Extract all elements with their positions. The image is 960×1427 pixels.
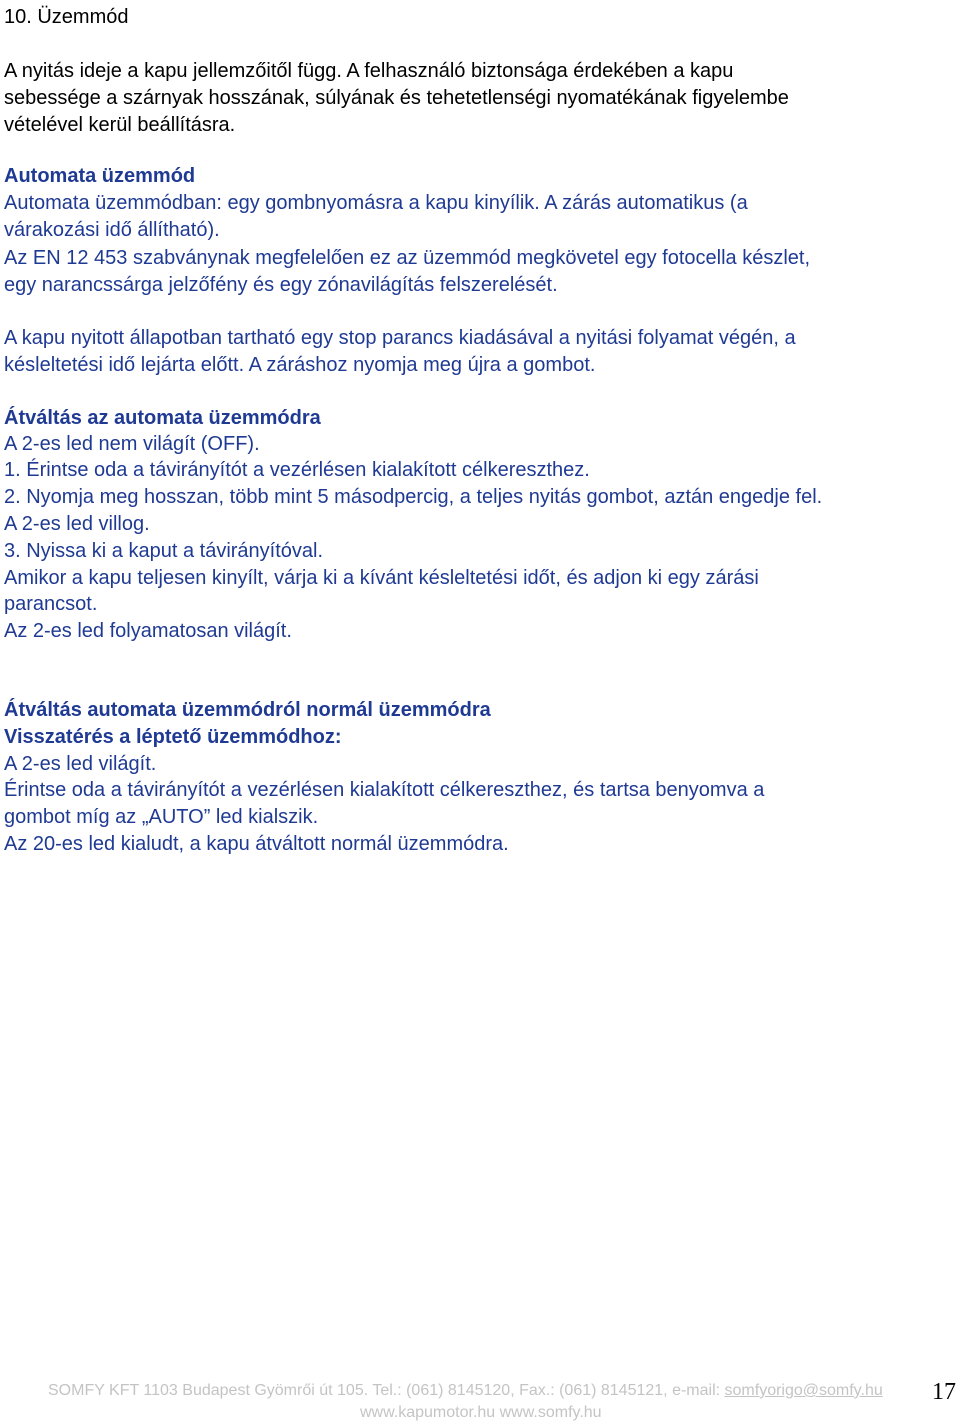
switch-to-auto-line-5: 3. Nyissa ki a kaput a távirányítóval. — [4, 540, 324, 562]
stop-para-line-1: A kapu nyitott állapotban tartható egy stop parancs kiadásával a nyitási folyamat végén, a — [4, 327, 796, 349]
switch-to-auto-line-8: Az 2-es led folyamatosan világít. — [4, 620, 292, 642]
auto-mode-heading: Automata üzemmód — [4, 165, 196, 187]
switch-to-normal-line-3: gombot míg az „AUTO” led kialszik. — [4, 806, 319, 828]
switch-to-auto-heading: Átváltás az automata üzemmódra — [4, 407, 321, 429]
auto-mode-line-2: várakozási idő állítható). — [4, 219, 220, 241]
switch-to-auto-line-4: A 2-es led villog. — [4, 513, 150, 535]
return-to-step-mode-heading: Visszatérés a léptető üzemmódhoz: — [4, 726, 342, 748]
switch-to-normal-line-4: Az 20-es led kialudt, a kapu átváltott normál üzemmódra. — [4, 833, 509, 855]
switch-to-auto-line-1: A 2-es led nem világít (OFF). — [4, 433, 260, 455]
switch-to-auto-line-6: Amikor a kapu teljesen kinyílt, várja ki a kívánt késleltetési időt, és adjon ki egy zárási — [4, 567, 759, 589]
switch-to-normal-line-2: Érintse oda a távirányítót a vezérlésen kialakított célkereszthez, és tartsa benyomva a — [4, 779, 765, 801]
section-title: 10. Üzemmód — [4, 6, 129, 28]
footer-websites[interactable]: www.kapumotor.hu www.somfy.hu — [360, 1404, 602, 1421]
page-number: 17 — [932, 1379, 956, 1405]
auto-mode-line-4: egy narancssárga jelzőfény és egy zónavilágítás felszerelését. — [4, 274, 558, 296]
footer-email-link[interactable]: somfyorigo@somfy.hu — [724, 1382, 883, 1399]
stop-para-line-2: késleltetési idő lejárta előtt. A záráshoz nyomja meg újra a gombot. — [4, 354, 596, 376]
switch-to-auto-line-3: 2. Nyomja meg hosszan, több mint 5 másodpercig, a teljes nyitás gombot, aztán engedje fel. — [4, 486, 823, 508]
switch-to-auto-line-2: 1. Érintse oda a távirányítót a vezérlésen kialakított célkereszthez. — [4, 459, 590, 481]
auto-mode-line-1: Automata üzemmódban: egy gombnyomásra a kapu kinyílik. A zárás automatikus (a — [4, 192, 748, 214]
switch-to-auto-line-7: parancsot. — [4, 593, 98, 615]
switch-to-normal-heading: Átváltás automata üzemmódról normál üzemmódra — [4, 699, 491, 721]
footer-company-text: SOMFY KFT 1103 Budapest Gyömrői út 105. Tel.: (061) 8145120, Fax.: (061) 8145121, e-mail: — [48, 1382, 725, 1399]
intro-line-2: sebessége a szárnyak hosszának, súlyának és tehetetlenségi nyomatékának figyelembe — [4, 87, 789, 109]
footer-company-line — [48, 1381, 883, 1401]
auto-mode-line-3: Az EN 12 453 szabványnak megfelelően ez az üzemmód megkövetel egy fotocella készlet, — [4, 247, 810, 269]
switch-to-normal-line-1: A 2-es led világít. — [4, 753, 157, 775]
intro-line-3: vételével kerül beállításra. — [4, 114, 236, 136]
intro-line-1: A nyitás ideje a kapu jellemzőitől függ. A felhasználó biztonsága érdekében a kapu — [4, 60, 734, 82]
